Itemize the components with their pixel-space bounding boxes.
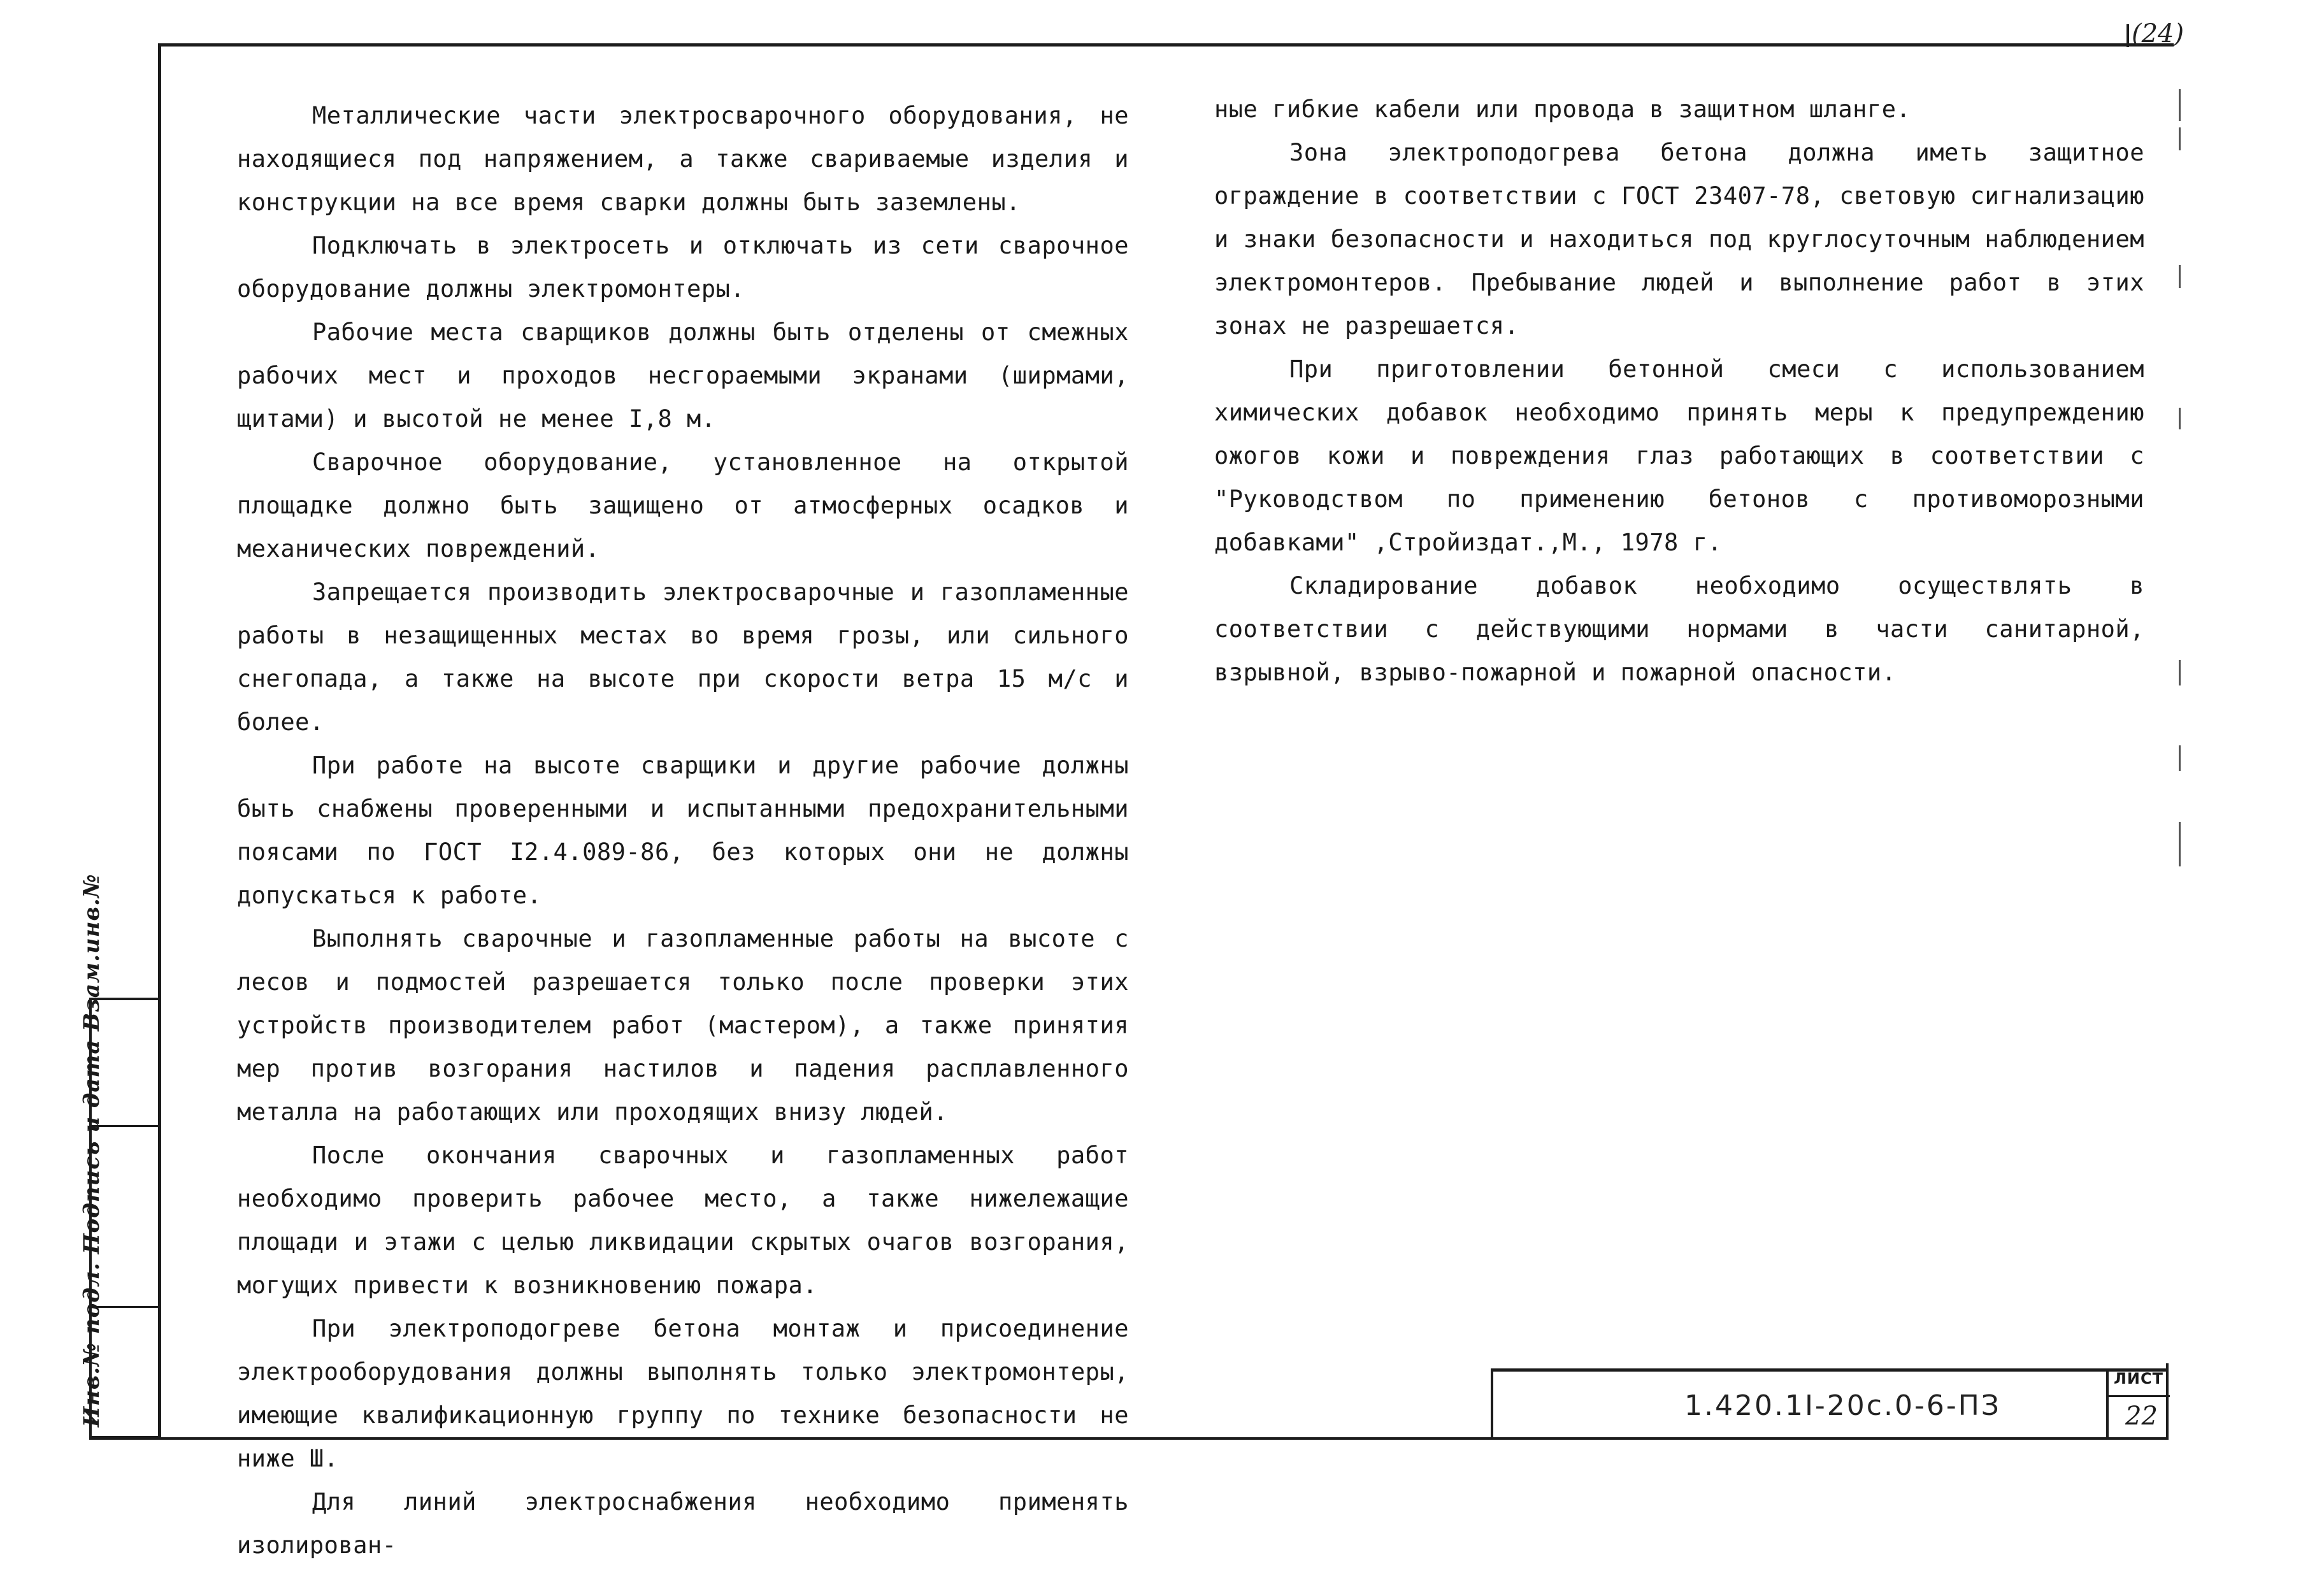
- paragraph-additive-storage: Складирование добавок необходимо осуществлять в соответствии с действующими нормами в части санитарной, взрывной, взрыво-пожарной и пожарной опасности.: [1214, 572, 2144, 686]
- right-text-column: [1214, 88, 2144, 694]
- sheet-box-divider: [2109, 1395, 2170, 1397]
- paragraph-outdoor-equipment: Сварочное оборудование, установленное на открытой площадке должно быть защищено от атмосферных осадков и механических повреждений.: [237, 448, 1129, 563]
- paragraph-weather-prohibition: Запрещается производить электросварочные и газопламенные работы в незащищенных местах во время грозы, или сильного снегопада, а также на высоте при скорости ветра 15 м/с и более.: [237, 578, 1129, 736]
- paragraph-power-lines: Для линий электроснабжения необходимо применять изолирован-: [237, 1488, 1129, 1559]
- paragraph-workplaces: Рабочие места сварщиков должны быть отделены от смежных рабочих мест и проходов несгораемыми экранами (ширмами, щитами) и высотой не менее I,8 м.: [237, 319, 1129, 433]
- margin-tick: [2179, 127, 2181, 150]
- paragraph-height-belts: При работе на высоте сварщики и другие рабочие должны быть снабжены проверенными и испытанными предохранительными поясами по ГОСТ I2.4.089-86, без которых они не должны допускаться к работе.: [237, 752, 1129, 909]
- sheet-label: ЛИСТ: [2114, 1370, 2164, 1388]
- left-text-column: [237, 94, 1129, 1567]
- sheet-number-box: [2106, 1368, 2167, 1438]
- paragraph-grounding: Металлические части электросварочного оборудования, не находящиеся под напряжением, а также свариваемые изделия и конструкции на все время сварки должны быть заземлены.: [237, 102, 1129, 216]
- margin-tick: [2179, 408, 2181, 429]
- page-mark: (24): [2132, 19, 2184, 48]
- page-mark-bar: [2127, 24, 2129, 47]
- paragraph-electric-heating: При электроподогреве бетона монтаж и присоединение электрооборудования должны выполнять только электромонтеры, имеющие квалификационную группу по технике безопасности не ниже Ш.: [237, 1315, 1129, 1472]
- margin-tick: [2179, 265, 2181, 288]
- sheet-number: 22: [2125, 1402, 2158, 1431]
- margin-tick: [2179, 822, 2181, 866]
- paragraph-connection: Подключать в электросеть и отключать из сети сварочное оборудование должны электромонтеры.: [237, 232, 1129, 303]
- margin-tick: [2179, 745, 2181, 771]
- margin-tick: [2179, 660, 2181, 685]
- paragraph-heating-zone: Зона электроподогрева бетона должна иметь защитное ограждение в соответствии с ГОСТ 23407-78, световую сигнализацию и знаки безопасности и находиться под круглосуточным наблюдением электромонтеров. Пребывание людей и выполнение работ в этих зонах не разрешается.: [1214, 139, 2144, 340]
- paragraph-cables-continued: ные гибкие кабели или провода в защитном шланге.: [1214, 96, 1911, 123]
- margin-tick: [2179, 89, 2181, 121]
- paragraph-chemical-additives: При приготовлении бетонной смеси с использованием химических добавок необходимо принять меры к предупреждению ожогов кожи и повреждения глаз работающих в соответствии с "Руководством по применению бетонов с противоморозными добавками" ,Стройиздат.,М., 1978 г.: [1214, 355, 2144, 556]
- paragraph-scaffolding: Выполнять сварочные и газопламенные работы на высоте с лесов и подмостей разрешается только после проверки этих устройств производителем работ (мастером), а также принятия мер против возгорания настилов и падения расплавленного металла на работающих или проходящих внизу людей.: [237, 925, 1129, 1126]
- frame-top-border: [158, 43, 2174, 47]
- title-block: [1491, 1368, 2167, 1438]
- paragraph-post-work-check: После окончания сварочных и газопламенных работ необходимо проверить рабочее место, а также нижележащие площади и этажи с целью ликвидации скрытых очагов возгорания, могущих привести к возникновению пожара.: [237, 1142, 1129, 1299]
- document-code: 1.420.1I-20с.0-6-ПЗ: [1684, 1389, 2001, 1422]
- side-stamp-text: Инв.№ подл. Подпись и дата Взам.инв.№: [79, 873, 104, 1427]
- frame-left-border: [158, 43, 161, 1440]
